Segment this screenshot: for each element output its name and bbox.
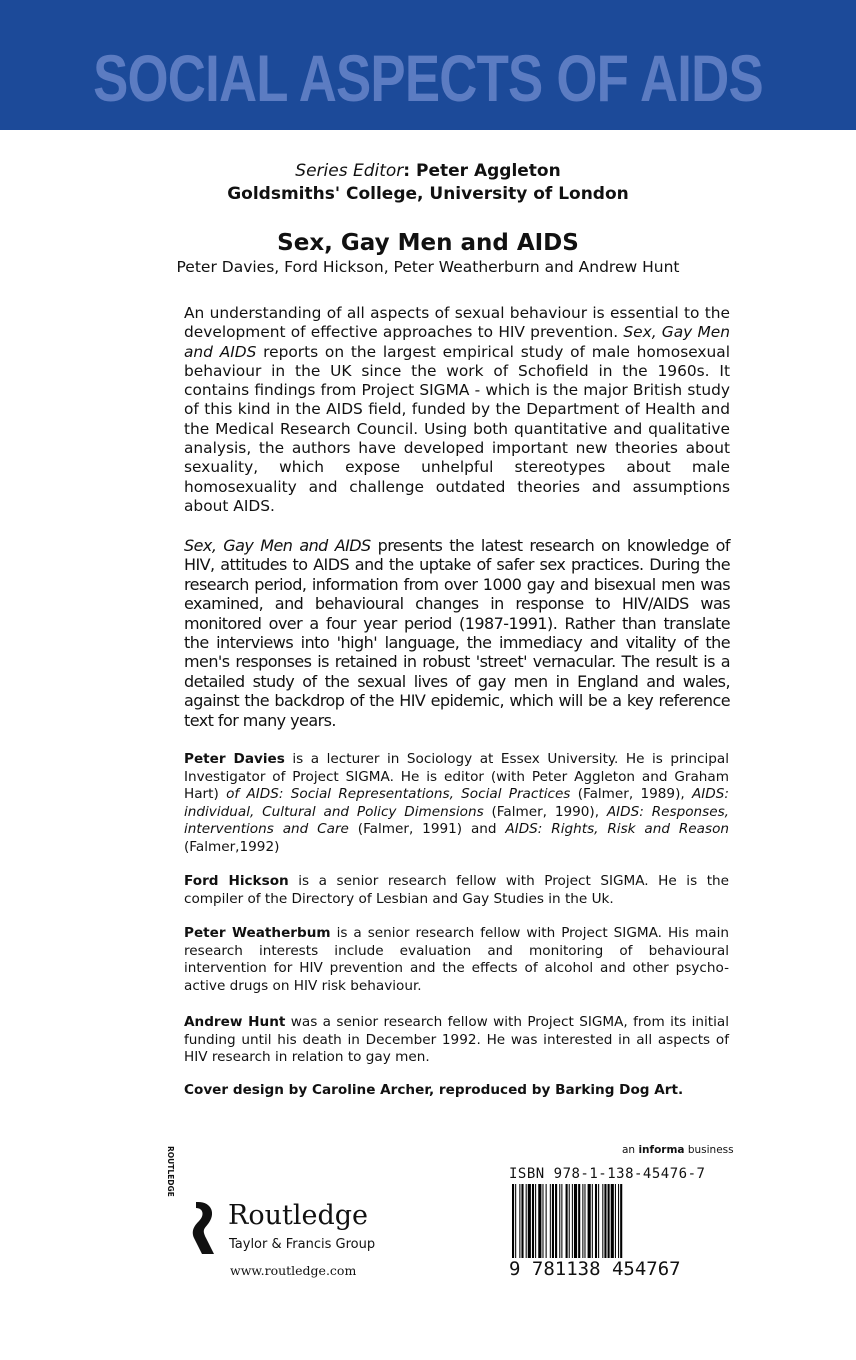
bio-text: is a senior research fellow with Project SIGMA. His main research interests include evaluation and monitoring of behavioural intervention for HIV prevention and the effects of alcohol and other psycho-active drugs on HIV risk behaviour. xyxy=(184,925,729,994)
barcode-bar xyxy=(574,1184,577,1266)
informa-tagline xyxy=(622,1144,734,1156)
series-editor-name: : Peter Aggleton xyxy=(403,161,561,181)
publisher-name: Routledge xyxy=(228,1200,368,1231)
blurb-text: An understanding of all aspects of sexual behaviour is essential to the development of effective approaches to HIV prevention. xyxy=(184,304,730,342)
isbn-barcode-digits: 9 781138 454767 xyxy=(509,1258,701,1280)
barcode-bar xyxy=(555,1184,557,1266)
barcode-bar xyxy=(615,1184,616,1266)
barcode-bar xyxy=(566,1184,568,1266)
barcode-bar xyxy=(620,1184,622,1266)
barcode-bar xyxy=(602,1184,603,1266)
barcode-bar xyxy=(542,1184,543,1266)
isbn-label: ISBN 978-1-138-45476-7 xyxy=(509,1166,706,1182)
isbn-barcode xyxy=(512,1184,696,1266)
book-authors: Peter Davies, Ford Hickson, Peter Weatherburn and Andrew Hunt xyxy=(176,258,680,276)
bio-text: (Falmer, 1991) and xyxy=(348,821,506,838)
informa-text: business xyxy=(684,1144,734,1156)
bio-book-title: AIDS: individual, Cultural and Policy Dimensions xyxy=(184,786,729,820)
blurb-text: reports on the largest empirical study of male homosexual behaviour in the UK since the work of Schofield in the 1960s. It contains findings from Project SIGMA - which is the major British study of this kind in the AIDS field, funded by the Department of Health and the Medical Research Council. Using both quantitative and qualitative analysis, the authors have developed important new theories about sexuality, which expose unhelpful stereotypes about male homosexuality and challenge outdated theories and assumptions about AIDS. xyxy=(184,342,730,515)
blurb-book-title: Sex, Gay Men and AIDS xyxy=(184,323,730,361)
barcode-bar xyxy=(546,1184,547,1266)
bio-text: (Falmer, 1989), xyxy=(570,786,692,803)
barcode-bar xyxy=(515,1184,516,1266)
barcode-bar xyxy=(550,1184,551,1266)
bio-peter-davies xyxy=(184,751,729,857)
bio-peter-weatherburn xyxy=(184,925,729,995)
informa-text: an xyxy=(622,1144,639,1156)
barcode-bar xyxy=(535,1184,536,1266)
cover-banner xyxy=(0,0,856,130)
bio-ford-hickson xyxy=(184,873,729,908)
bio-name: Ford Hickson xyxy=(184,873,289,889)
blurb-book-title: Sex, Gay Men and AIDS xyxy=(184,536,371,555)
barcode-bar xyxy=(526,1184,527,1266)
bio-text: (Falmer,1992) xyxy=(184,838,280,855)
barcode-bar xyxy=(532,1184,534,1266)
routledge-logo-icon xyxy=(166,1146,218,1256)
barcode-bar xyxy=(611,1184,614,1266)
barcode-bar xyxy=(578,1184,580,1266)
blurb-paragraph-1 xyxy=(184,304,730,516)
series-affiliation: Goldsmiths' College, University of London xyxy=(227,184,629,204)
bio-text: (Falmer, 1990), xyxy=(483,803,607,820)
bio-book-title: of AIDS: Social Representations, Social Practices xyxy=(226,786,571,803)
routledge-logo-vertical-text: ROUTLEDGE xyxy=(166,1146,175,1197)
bio-text: is a senior research fellow with Project SIGMA. He is the compiler of the Directory of Lesbian and Gay Studies in the Uk. xyxy=(184,873,730,907)
blurb-text: presents the latest research on knowledge of HIV, attitudes to AIDS and the uptake of safer sex practices. During the research period, information from over 1000 gay and bisexual men was examined, and behavioural changes in response to HIV/AIDS was monitored over a four year period (1987-1991). Rather than translate the interviews into 'high' language, the immediacy and vitality of the men's responses is retained in robust 'street' vernacular. The result is a detailed study of the sexual lives of gay men in England and wales, against the backdrop of the HIV epidemic, which will be a key reference text for many years. xyxy=(184,536,730,730)
publisher-url: www.routledge.com xyxy=(230,1263,357,1278)
barcode-bar xyxy=(528,1184,531,1266)
publisher-group: Taylor & Francis Group xyxy=(229,1237,376,1252)
barcode-bar xyxy=(588,1184,591,1266)
barcode-bar xyxy=(598,1184,599,1266)
barcode-bar xyxy=(561,1184,562,1266)
barcode-bar xyxy=(512,1184,514,1266)
barcode-bar xyxy=(584,1184,585,1266)
barcode-bar xyxy=(569,1184,570,1266)
barcode-bar xyxy=(604,1184,606,1266)
barcode-bar xyxy=(572,1184,573,1266)
barcode-bar xyxy=(519,1184,520,1266)
bio-book-title: AIDS: Responses, interventions and Care xyxy=(184,803,729,838)
cover-credit: Cover design by Caroline Archer, reproduced by Barking Dog Art. xyxy=(184,1082,684,1098)
barcode-bar xyxy=(592,1184,593,1266)
bio-andrew-hunt xyxy=(184,1014,729,1067)
bio-text: is a lecturer in Sociology at Essex University. He is principal Investigator of Project SIGMA. He is editor (with Peter Aggleton and Graham Hart) xyxy=(184,751,729,803)
barcode-bar xyxy=(521,1184,523,1266)
barcode-bar xyxy=(618,1184,619,1266)
bio-name: Andrew Hunt xyxy=(184,1014,286,1030)
informa-brand: informa xyxy=(638,1144,685,1156)
barcode-bar xyxy=(582,1184,583,1266)
bio-book-title: AIDS: Rights, Risk and Reason xyxy=(505,821,729,838)
series-title: SOCIAL ASPECTS OF AIDS xyxy=(93,41,763,115)
blurb-paragraph-2 xyxy=(184,536,730,730)
bio-name: Peter Davies xyxy=(184,751,285,767)
barcode-bar xyxy=(559,1184,560,1266)
bio-name: Peter Weatherbum xyxy=(184,925,331,941)
barcode-bar xyxy=(595,1184,597,1266)
barcode-bar xyxy=(538,1184,541,1266)
barcode-bar xyxy=(608,1184,610,1266)
series-editor-label: Series Editor xyxy=(295,161,404,181)
barcode-bar xyxy=(552,1184,554,1266)
series-editor xyxy=(0,160,856,183)
bio-text: was a senior research fellow with Project SIGMA, from its initial funding until his death in December 1992. He was interested in all aspects of HIV research in relation to gay men. xyxy=(184,1014,729,1066)
book-title: Sex, Gay Men and AIDS xyxy=(277,230,579,256)
